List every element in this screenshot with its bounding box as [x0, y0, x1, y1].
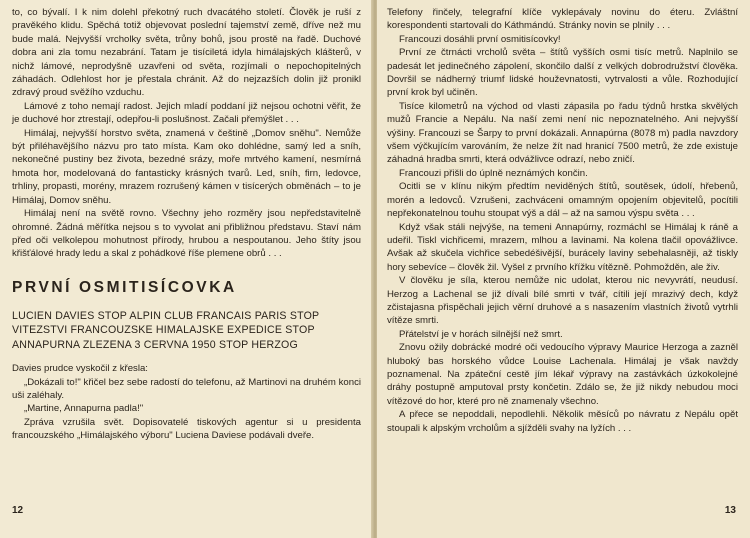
paragraph: Davies prudce vyskočil z křesla: — [12, 363, 148, 375]
right-page — [377, 0, 750, 538]
paragraph: Francouzi dosáhli první osmitisícovky! — [399, 33, 561, 45]
page-number: 12 — [12, 505, 24, 516]
paragraph: Himálaj, nejvyšší horstvo světa, znamená v češtině „Domov sněhu". Nemůže být přiléhavějšího názvu pro tato místa. Kam oko dohlédne, samý led a sníh, nekonečné pustiny bez života, bezedné srázy, moře mrtvého kamení, nesmírná hmota hor, modelovaná do fantasticky krásných tvarů. Led, sníh, firn, ledovce, trhliny, propasti, morény, mrazem rozrušený kámen v tisícerých obměnách – to je Himálaj, Domov sněhu. — [12, 127, 361, 206]
paragraph: „Dokázali to!" křičel bez sebe radostí do telefonu, až Martinovi na druhém konci uši zaléhaly. — [12, 376, 361, 402]
chapter-heading: PRVNÍ OSMITISÍCOVKA — [12, 278, 237, 296]
paragraph: Ocitli se v klínu nikým předtím neviděných štítů, soutěsek, údolí, hřebenů, morén a ledovců. Vzrušeni, zachváceni omamným opojením objevitelů, pocítili nepřekonatelnou touhu stoupat výš a dál – až na samou výspu světa . . . — [387, 181, 738, 220]
telegram-text: LUCIEN DAVIES STOP ALPIN CLUB FRANCAIS PARIS STOP VITEZSTVI FRANCOUZSKE HIMALAJSKE EXPEDICE STOP ANNAPURNA ZLEZENA 3 CERVNA 1950 STOP HERZOG — [12, 309, 320, 351]
paragraph: Telefony řinčely, telegrafní klíče vyklepávaly novinu do éteru. Zvláštní korespondenti startovali do Káthmándú. Stránky novin se plnily . . . — [387, 7, 738, 32]
paragraph: „Martine, Annapurna padla!" — [24, 403, 144, 415]
paragraph: A přece se nepoddali, nepodlehli. Několik měsíců po návratu z Nepálu opět stoupali k alpským vrcholům a sjížděli svahy na lyžích . . . — [387, 409, 738, 434]
paragraph: Když však stáli nejvýše, na temeni Annapúrny, rozmáchl se Himálaj k ráně a udeřil. Tiskl vichřicemi, mrazem, mlhou a lavinami. Na kolena tlačil opovážlivce. Avšak až skučela vichřice sebedéšivější, burácely laviny sebehalasněji, až tiskly hory sebevíce – člověk žil. Vyšel z prvního křížku vítězně. Pohmožděn, ale živ. — [387, 221, 738, 273]
paragraph: Himálaj není na světě rovno. Všechny jeho rozměry jsou nepředstavitelně ohromné. Žádná měřítka nejsou s to vyvolat ani přibližnou představu. Staví nám před oči velkolepou mohutnost přírody, hrubou a nespoutanou. Jeho štíty jsou křišťálové hrady ledu a skal z pohádkové říše plemene obrů . . . — [12, 208, 361, 260]
paragraph: Lámové z toho nemají radost. Jejich mladí poddaní již nejsou ochotni věřit, že je duchové hor ztrestají, odepřou-li poslušnost. Začali přemýšlet . . . — [12, 100, 361, 126]
left-page — [0, 0, 373, 538]
paragraph: První ze čtrnácti vrcholů světa – štítů vyšších osmi tisíc metrů. Naplnilo se padesát let jedinečného zápolení, skončilo další z velkých dobrodružství člověka. Dovršil se nádherný triumf lidské houževnatosti, vytrvalosti a vůle. Rozhodující první krok byl učiněn. — [387, 47, 738, 99]
paragraph: Znovu ožily dobrácké modré oči vedoucího výpravy Maurice Herzoga a zazněl hluboký bas horského vůdce Louise Lachenala. Himálaj je však navždy poznamenal. Na zpáteční cestě jím lékař výpravy na zastávkách úzkokolejné dráhy postupně amputoval prsty končetin. Zdálo se, že již nikdy nebudou moci vítězové do hor, které pro ně znamenaly všechno. — [387, 342, 738, 407]
page-number: 13 — [724, 505, 736, 516]
paragraph: Přátelství je v horách silnější než smrt. — [399, 328, 563, 340]
paragraph: Zpráva vzrušila svět. Dopisovatelé tiskových agentur si u presidenta francouzského „Himálajského výboru" Luciena Daviese podávali dveře. — [12, 416, 361, 442]
paragraph: Tisíce kilometrů na východ od vlasti zápasila po řadu týdnů hrstka skvělých mužů Francie a Nepálu. Na naší zemi není nic nepoznatelného. Ani nejvyšší výšiny. Francouzi se Šarpy to první dokázali. Annapúrna (8078 m) padla navzdory všem výčkujícím varováním, že nelze žít nad hranicí 7500 metrů, že zde existuje záhadná hradba smrti, která odvážlivce odrazí, nebo zničí. — [387, 100, 738, 166]
paragraph: Francouzi přišli do úplně neznámých končin. — [399, 167, 588, 179]
paragraph: to, co bývalí. I k nim dolehl překotný ruch dvacátého století. Člověk je ruší z pravěkého klidu. Spěchá totiž objevovat poslední tajemství země, dříve než mu bude malá. Nejvyšší vrcholky světa, trůny bohů, jsou prostě na řadě. Duchové dobra ani zla tomu nezabrání. Tatam je tisíciletá idyla himálajských klášterů, v nichž lámové, neprodyšně uzavřeni od světa, rozjímali o nepochopitelných záhadách. Odlehlost hor je přestala chránit. Až do nejzazších dolin již pronikl zdravý proud svěžího vzduchu. — [12, 7, 361, 99]
paragraph: V člověku je síla, kterou nemůže nic udolat, kterou nic nevyvrátí, neudusí. Herzog a Lachenal se již dívali bílé smrti v tvář, cítili její mrazivý dech, když zčistajasna přispěchali jejich věrní druhové a s nasazením vlastních životů vytrhli vítěze smrti. — [387, 275, 738, 327]
